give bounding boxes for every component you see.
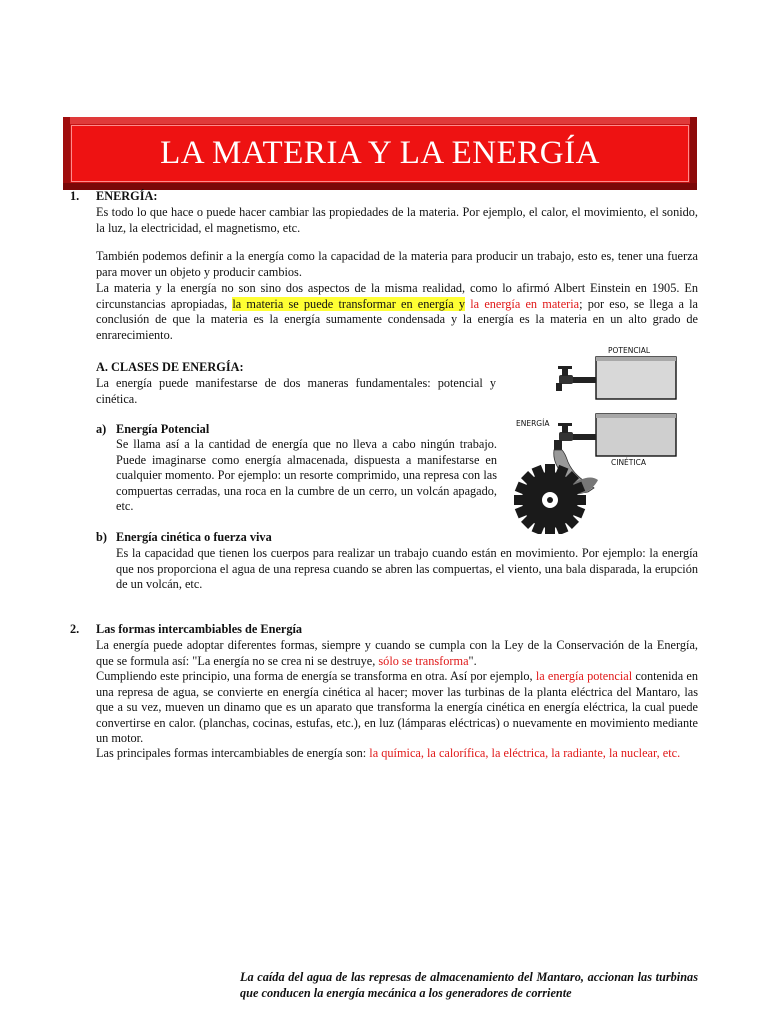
- paragraph: También podemos definir a la energía como la capacidad de la materia para producir un trabajo, esto es, tener una fuerza para mover un objeto y producir cambios.: [96, 249, 698, 279]
- page-title: LA MATERIA Y LA ENERGÍA: [160, 135, 600, 171]
- text-run: Cumpliendo este principio, una forma de energía se transforma en otra. Así por ejemplo,: [96, 669, 536, 683]
- tank-top: [596, 357, 676, 399]
- gear-icon: [514, 464, 586, 534]
- text-run: La materia y la energía no son sino dos aspectos de la misma realidad, como lo afirmó Albert Einstein en 1905. En circunstancias apropiadas,: [96, 281, 698, 311]
- tank-bottom: [596, 414, 676, 456]
- paragraph: Es todo lo que hace o puede hacer cambiar las propiedades de la materia. Por ejemplo, el calor, el movimiento, el sonido, la luz, la electricidad, el magnetismo, etc.: [96, 205, 698, 235]
- faucet-bottom-pipe: [570, 434, 596, 440]
- section-heading: Las formas intercambiables de Energía: [96, 622, 303, 636]
- paragraph: La energía puede manifestarse de dos maneras fundamentales: potencial y cinética.: [96, 376, 496, 406]
- banner-inner: [71, 125, 689, 182]
- title-banner: [63, 117, 697, 190]
- text-run: ; por eso, se llega a la conclusión de que la materia es la energía sumamente condensada y la energía es la materia en un alto grado de enrarecimiento.: [96, 296, 698, 342]
- energy-illustration: [510, 342, 678, 534]
- banner-bevel: [63, 183, 697, 190]
- banner-bevel: [63, 117, 70, 190]
- paragraph: [96, 281, 698, 343]
- highlighted-text: la materia se puede transformar en energía y: [232, 296, 466, 311]
- subsection-heading: A. CLASES DE ENERGÍA:: [96, 360, 244, 374]
- section-number: 1.: [70, 189, 80, 203]
- faucet-top-pipe: [570, 377, 596, 383]
- figure-label-energia: ENERGÍA: [516, 419, 550, 428]
- item-heading: Energía cinética o fuerza viva: [116, 530, 272, 544]
- paragraph: Es la capacidad que tienen los cuerpos para realizar un trabajo cuando están en movimiento. Por ejemplo: la energía que nos proporciona el agua de una represa cuando se abren las compuertas, el viento, una bala disparada, la erupción de un volcán, etc.: [116, 546, 698, 591]
- banner-bevel: [63, 117, 697, 124]
- paragraph: [96, 669, 698, 747]
- section-number: 2.: [70, 622, 80, 636]
- figure-caption: La caída del agua de las represas de almacenamiento del Mantaro, accionan las turbinas que conducen la energía mecánica a los generadores de corriente: [240, 970, 698, 1000]
- paragraph: [96, 746, 698, 762]
- text-run: La energía puede adoptar diferentes formas, siempre y cuando se cumpla con la Ley de la Conservación de la Energía, que se formula así: "La energía no se crea ni se destruye,: [96, 638, 698, 668]
- list-marker: b): [96, 530, 107, 544]
- figure-label-potencial: POTENCIAL: [608, 346, 651, 355]
- figure-label-cinetica: CINÉTICA: [611, 458, 646, 467]
- paragraph: Se llama así a la cantidad de energía que no lleva a cabo ningún trabajo. Puede imaginarse como energía almacenada, dispuesta a manifestarse en cualquier momento. Por ejemplo: un resorte comprimido, una represa con las compuertas cerradas, una roca en la cumbre de un cerro, un volcán apagado, etc.: [116, 437, 497, 513]
- text-run: ".: [468, 653, 477, 668]
- red-text: la química, la calorífica, la eléctrica, la radiante, la nuclear, etc.: [369, 746, 681, 760]
- item-heading: Energía Potencial: [116, 422, 210, 436]
- red-text: la energía en materia: [465, 296, 580, 311]
- red-text: sólo se transforma: [378, 653, 469, 668]
- section-heading: ENERGÍA:: [96, 189, 158, 203]
- red-text: la energía potencial: [535, 669, 633, 683]
- paragraph: [96, 638, 698, 669]
- banner-bevel: [690, 117, 697, 190]
- list-marker: a): [96, 422, 107, 436]
- text-run: contenida en una represa de agua, se convierte en energía cinética al hacer; mover las turbinas de la planta eléctrica del Mantaro, las que a su vez, mueven un dinamo que es un aparato que transforma la energía cinética en energía eléctrica, la cual puede convertirse en calor. (planchas, cocinas, estufas, etc.), en luz (lámparas eléctricas) o nuevamente en movimiento mediante un motor.: [96, 669, 698, 745]
- text-run: Las principales formas intercambiables de energía son:: [96, 746, 370, 760]
